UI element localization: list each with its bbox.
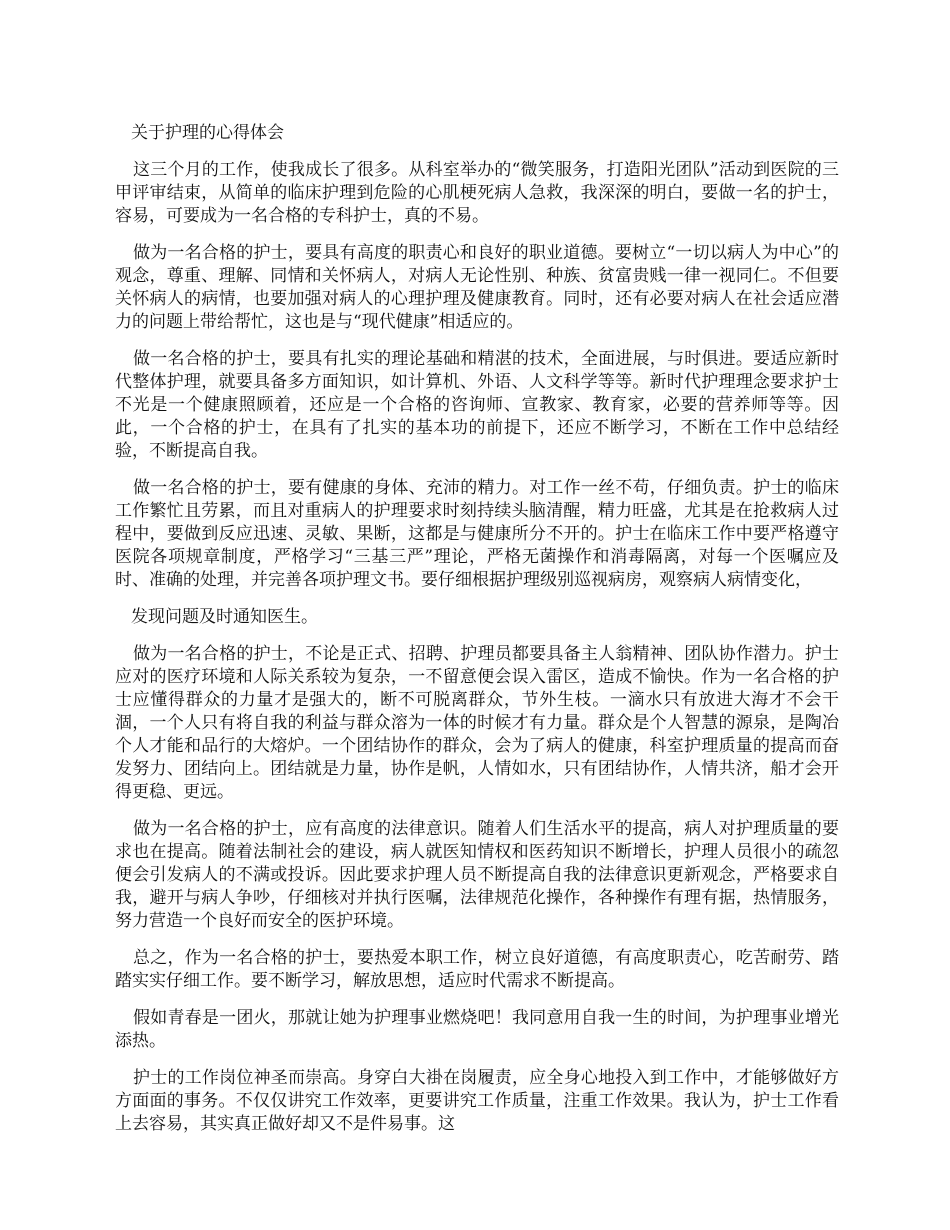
paragraph-3: 做一名合格的护士，要具有扎实的理论基础和精湛的技术，全面进展，与时俱进。要适应新时代整体护理，就要具备多方面知识，如计算机、外语、人文科学等等。新时代护理理念要求护士不光是一个健康照顾着，还应是一个合格的咨询师、宣教家、教育家，必要的营养师等等。因此，一个合格的护士，在具有了扎实的基本功的前提下，还应不断学习，不断在工作中总结经验，不断提高自我。: [115, 349, 839, 461]
paragraph-9: 假如青春是一团火，那就让她为护理事业燃烧吧！我同意用自我一生的时间，为护理事业增光添热。: [115, 1008, 839, 1051]
paragraph-2: 做为一名合格的护士，要具有高度的职责心和良好的职业道德。要树立“一切以病人为中心”的观念，尊重、理解、同情和关怀病人，对病人无论性别、种族、贫富贵贱一律一视同仁。不但要关怀病人的病情，也要加强对病人的心理护理及健康教育。同时，还有必要对病人在社会适应潜力的问题上带给帮忙，这也是与“现代健康”相适应的。: [115, 243, 839, 332]
paragraph-4: 做一名合格的护士，要有健康的身体、充沛的精力。对工作一丝不苟，仔细负责。护士的临床工作繁忙且劳累，而且对重病人的护理要求时刻持续头脑清醒，精力旺盛，尤其是在抢救病人过程中，要做到反应迅速、灵敏、果断，这都是与健康所分不开的。护士在临床工作中要严格遵守医院各项规章制度，严格学习“三基三严”理论，严格无菌操作和消毒隔离，对每一个医嘱应及时、准确的处理，并完善各项护理文书。要仔细根据护理级别巡视病房，观察病人病情变化，: [115, 478, 839, 590]
paragraph-1: 这三个月的工作，使我成长了很多。从科室举办的“微笑服务，打造阳光团队”活动到医院的三甲评审结束，从简单的临床护理到危险的心肌梗死病人急救，我深深的明白，要做一名的护士，容易，可要成为一名合格的专科护士，真的不易。: [115, 160, 839, 226]
document-title: 关于护理的心得体会: [131, 123, 284, 143]
paragraph-8: 总之，作为一名合格的护士，要热爱本职工作，树立良好道德，有高度职责心，吃苦耐劳、踏踏实实仔细工作。要不断学习，解放思想，适应时代需求不断提高。: [115, 948, 839, 991]
paragraph-5: 发现问题及时通知医生。: [131, 607, 318, 627]
paragraph-7: 做为一名合格的护士，应有高度的法律意识。随着人们生活水平的提高，病人对护理质量的要求也在提高。随着法制社会的建设，病人就医知情权和医药知识不断增长，护理人员很小的疏忽便会引发病人的不满或投诉。因此要求护理人员不断提高自我的法律意识更新观念，严格要求自我，避开与病人争吵，仔细核对并执行医嘱，法律规范化操作，各种操作有理有据，热情服务，努力营造一个良好而安全的医护环境。: [115, 819, 839, 931]
paragraph-6: 做为一名合格的护士，不论是正式、招聘、护理员都要具备主人翁精神、团队协作潜力。护士应对的医疗环境和人际关系较为复杂，一不留意便会误入雷区，造成不愉快。作为一名合格的护士应懂得群众的力量才是强大的，断不可脱离群众，节外生枝。一滴水只有放进大海才不会干涸，一个人只有将自我的利益与群众溶为一体的时候才有力量。群众是个人智慧的源泉，是陶冶个人才能和品行的大熔炉。一个团结协作的群众，会为了病人的健康，科室护理质量的提高而奋发努力、团结向上。团结就是力量，协作是帆，人情如水，只有团结协作，人情共济，船才会开得更稳、更远。: [115, 644, 839, 802]
paragraph-10: 护士的工作岗位神圣而崇高。身穿白大褂在岗履责，应全身心地投入到工作中，才能够做好方方面面的事务。不仅仅讲究工作效率，更要讲究工作质量，注重工作效果。我认为，护士工作看上去容易，其实真正做好却又不是件易事。这: [115, 1068, 839, 1134]
document-page: [115, 122, 839, 1150]
